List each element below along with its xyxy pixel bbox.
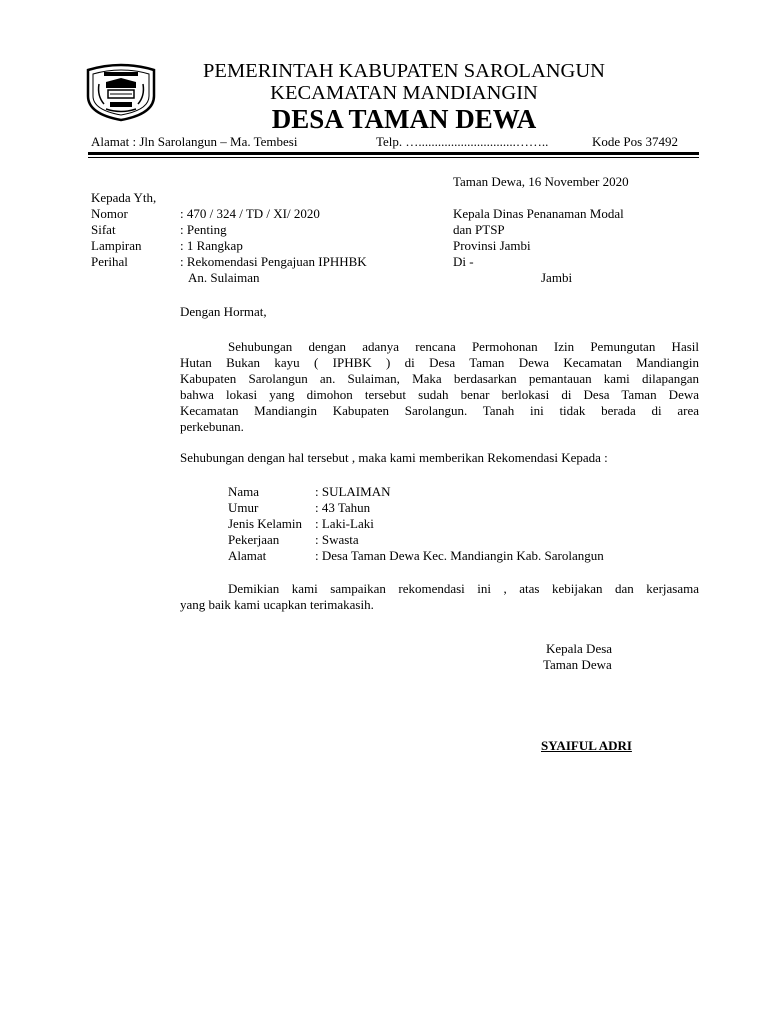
- signatory-name: SYAIFUL ADRI: [541, 738, 632, 753]
- meta-value-lampiran: : 1 Rangkap: [180, 238, 243, 253]
- detail-value-nama: : SULAIMAN: [315, 484, 391, 499]
- letterhead-line-1: PEMERINTAH KABUPATEN SAROLANGUN: [203, 60, 605, 82]
- paragraph-1-line-1: Sehubungan dengan adanya rencana Permohonan Izin Pemungutan Hasil: [228, 339, 699, 354]
- letterhead-village-name: DESA TAMAN DEWA: [271, 104, 537, 134]
- letterhead-postal-code: Kode Pos 37492: [592, 134, 678, 149]
- detail-value-jenis-kelamin: : Laki-Laki: [315, 516, 374, 531]
- paragraph-1-line-4: bahwa lokasi yang dimohon tersebut sudah benar berlokasi di Desa Taman Dewa: [180, 387, 699, 402]
- meta-value-nomor: : 470 / 324 / TD / XI/ 2020: [180, 206, 320, 221]
- detail-value-pekerjaan: : Swasta: [315, 532, 359, 547]
- detail-value-umur: : 43 Tahun: [315, 500, 371, 515]
- meta-label-nomor: Nomor: [91, 206, 128, 221]
- paragraph-3-line-1: Demikian kami sampaikan rekomendasi ini , atas kebijakan dan kerjasama: [228, 581, 699, 596]
- recipient-line-1: Kepala Dinas Penanaman Modal: [453, 206, 624, 221]
- detail-label-nama: Nama: [228, 484, 260, 499]
- paragraph-1-line-2: Hutan Bukan kayu ( IPHBK ) di Desa Taman Dewa Kecamatan Mandiangin: [180, 355, 699, 370]
- letterhead-phone: Telp. …..............................……..: [376, 134, 549, 149]
- meta-perihal-continuation: An. Sulaiman: [188, 270, 260, 285]
- paragraph-3-line-2: yang baik kami ucapkan terimakasih.: [180, 597, 374, 612]
- signature-title-1: Kepala Desa: [546, 641, 613, 656]
- letter-date: Taman Dewa, 16 November 2020: [453, 174, 629, 189]
- meta-label-lampiran: Lampiran: [91, 238, 142, 253]
- detail-label-jenis-kelamin: Jenis Kelamin: [228, 516, 303, 531]
- meta-value-sifat: : Penting: [180, 222, 227, 237]
- kepada-label: Kepada Yth,: [91, 190, 157, 205]
- letterhead-rule-thin: [88, 157, 699, 158]
- paragraph-1-line-6: perkebunan.: [180, 419, 244, 434]
- meta-value-perihal: : Rekomendasi Pengajuan IPHHBK: [180, 254, 367, 269]
- letterhead-rule-thick: [88, 152, 699, 155]
- detail-label-pekerjaan: Pekerjaan: [228, 532, 280, 547]
- paragraph-1-line-3: Kabupaten Sarolangun an. Sulaiman, Maka berdasarkan pemantauan kami dilapangan: [180, 371, 699, 386]
- recipient-line-2: dan PTSP: [453, 222, 505, 237]
- salutation: Dengan Hormat,: [180, 304, 267, 319]
- meta-label-perihal: Perihal: [91, 254, 128, 269]
- detail-label-alamat: Alamat: [228, 548, 267, 563]
- detail-value-alamat: : Desa Taman Dewa Kec. Mandiangin Kab. Sarolangun: [315, 548, 604, 563]
- recipient-line-3: Provinsi Jambi: [453, 238, 531, 253]
- letterhead-line-2: KECAMATAN MANDIANGIN: [270, 82, 538, 104]
- paragraph-2: Sehubungan dengan hal tersebut , maka kami memberikan Rekomendasi Kepada :: [180, 450, 608, 465]
- letterhead-address: Alamat : Jln Sarolangun – Ma. Tembesi: [91, 134, 298, 149]
- detail-label-umur: Umur: [228, 500, 259, 515]
- paragraph-1-line-5: Kecamatan Mandiangin Kabupaten Sarolangun. Tanah ini tidak berada di area: [180, 403, 699, 418]
- recipient-line-5: Jambi: [541, 270, 573, 285]
- meta-label-sifat: Sifat: [91, 222, 116, 237]
- recipient-line-4: Di -: [453, 254, 474, 269]
- signature-title-2: Taman Dewa: [543, 657, 612, 672]
